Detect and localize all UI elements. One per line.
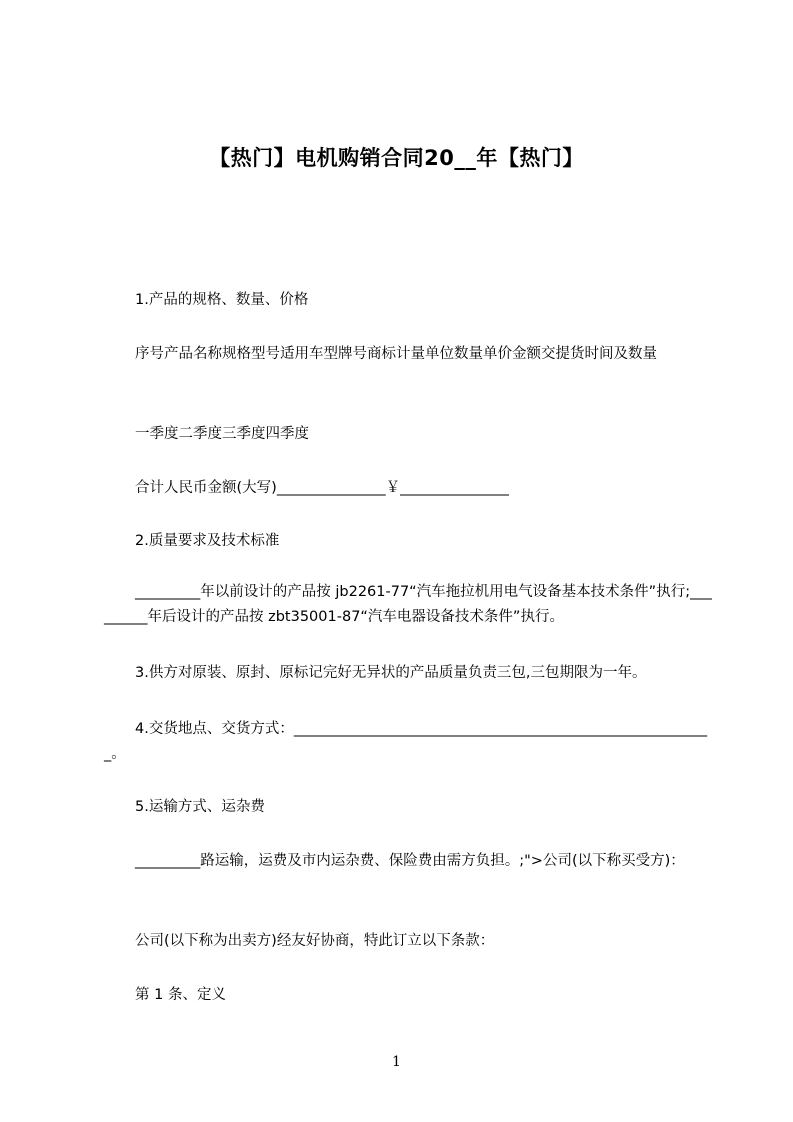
- clause-1-heading: 第 1 条、定义: [135, 987, 226, 1003]
- section-heading-5: 5.运输方式、运杂费: [135, 799, 265, 815]
- paragraph-table-header: 序号产品名称规格型号适用车型牌号商标计量单位数量单价金额交提货时间及数量: [135, 346, 657, 362]
- paragraph-total-amount: 合计人民币金额(大写)_______________￥_______________: [135, 480, 509, 496]
- paragraph-quarters: 一季度二季度三季度四季度: [135, 426, 309, 442]
- document-title: 【热门】电机购销合同20__年【热门】: [209, 146, 584, 170]
- paragraph-transport: _________路运输，运费及市内运杂费、保险费由需方负担。;">公司(以下称买受方)：: [135, 853, 685, 869]
- paragraph-delivery: 4.交货地点、交货方式：__________________________________________________________。: [104, 721, 708, 762]
- section-heading-2: 2.质量要求及技术标准: [135, 533, 280, 549]
- section-heading-1: 1.产品的规格、数量、价格: [135, 292, 309, 308]
- paragraph-quality-standard: _________年以前设计的产品按 jb2261-77“汽车拖拉机用电气设备基本技术条件”执行;_________年后设计的产品按 zbt35001-87“汽车电器设备技术条件”执行。: [104, 584, 712, 625]
- paragraph-agreement: 公司(以下称为出卖方)经友好协商，特此订立以下条款：: [135, 933, 495, 949]
- paragraph-warranty: 3.供方对原装、原封、原标记完好无异状的产品质量负责三包,三包期限为一年。: [135, 665, 647, 681]
- page-number: 1: [392, 1054, 401, 1070]
